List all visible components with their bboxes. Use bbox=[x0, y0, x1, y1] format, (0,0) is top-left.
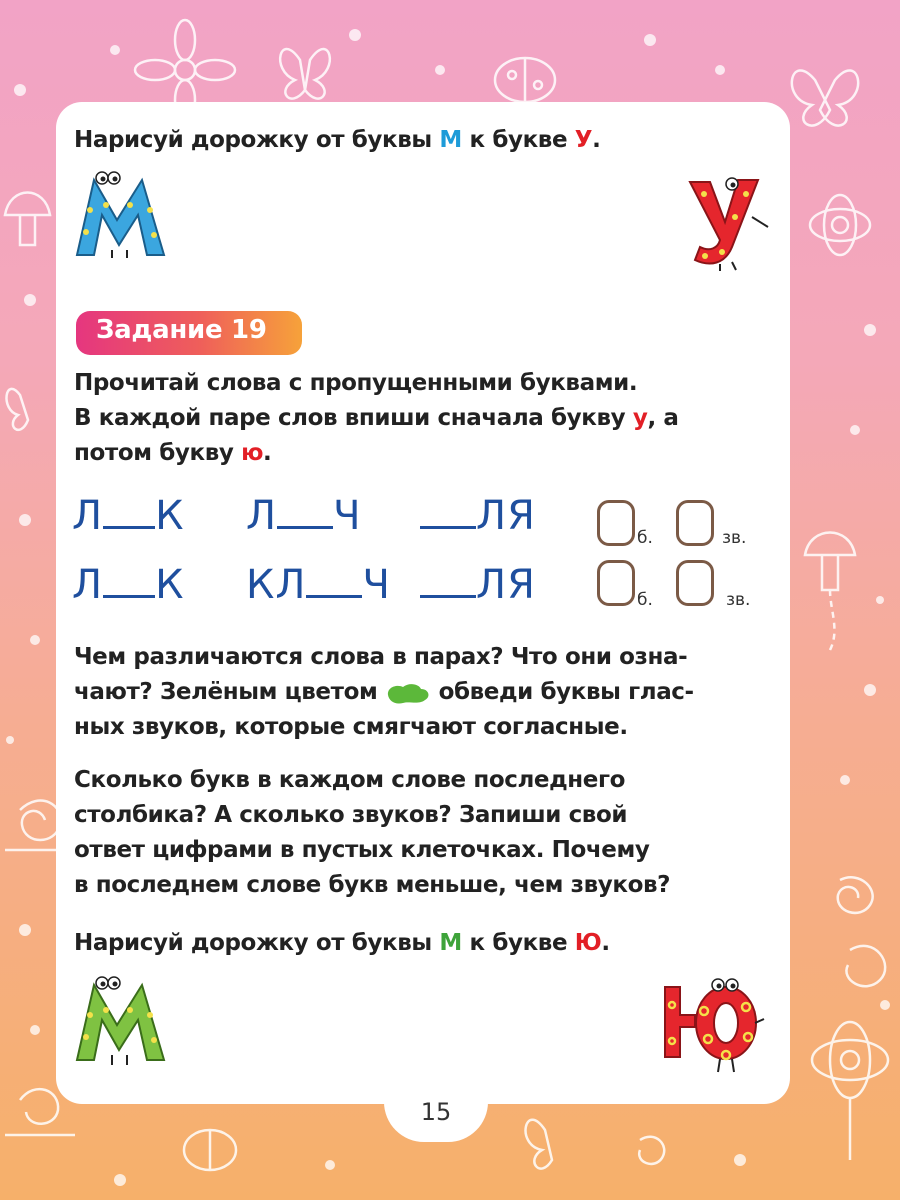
letters-label: б. bbox=[637, 528, 653, 548]
task-number-label: Задание 19 bbox=[96, 315, 267, 345]
top-task-instruction: Нарисуй дорожку от буквы М к букве У. bbox=[74, 127, 601, 153]
word-lya-1: ЛЯ bbox=[420, 493, 536, 539]
sounds-label: зв. bbox=[722, 528, 747, 548]
instruction-line: потом букву ю. bbox=[74, 440, 272, 466]
ladybug-icon bbox=[495, 58, 555, 102]
butterfly-icon bbox=[6, 389, 28, 430]
count-line: столбика? А сколько звуков? Запиши свой bbox=[74, 802, 628, 828]
count-line: ответ цифрами в пустых клеточках. Почему bbox=[74, 837, 650, 863]
sounds-label: зв. bbox=[726, 590, 751, 610]
letter-u-character-icon bbox=[680, 172, 775, 272]
letter-m-character-icon bbox=[72, 170, 192, 260]
question-line: чают? Зелёным цветом обведи буквы глас- bbox=[74, 679, 694, 705]
butterfly-icon bbox=[792, 70, 858, 125]
letter-m-character-icon bbox=[72, 975, 192, 1067]
count-paragraph bbox=[74, 763, 772, 903]
word-lya-2: ЛЯ bbox=[420, 562, 536, 608]
count-line: в последнем слове букв меньше, чем звуков? bbox=[74, 872, 671, 898]
flower-icon bbox=[812, 1022, 888, 1160]
question-line: Чем различаются слова в парах? Что они озна- bbox=[74, 644, 688, 670]
spiral-icon bbox=[838, 877, 885, 986]
mushroom-icon bbox=[5, 193, 50, 246]
task-instruction bbox=[74, 366, 772, 471]
letters-count-box[interactable] bbox=[597, 560, 635, 606]
question-paragraph bbox=[74, 640, 772, 745]
butterfly-icon bbox=[280, 49, 330, 99]
instruction-line: В каждой паре слов впиши сначала букву у, а bbox=[74, 405, 679, 431]
bottom-task-instruction: Нарисуй дорожку от буквы М к букве Ю. bbox=[74, 930, 610, 956]
butterfly-icon bbox=[526, 1120, 552, 1169]
task-number-badge bbox=[76, 311, 302, 355]
ladybug-icon bbox=[184, 1130, 236, 1170]
instruction-line: Прочитай слова с пропущенными буквами. bbox=[74, 370, 638, 396]
word-lk-1: Л К bbox=[72, 493, 185, 539]
letters-count-box[interactable] bbox=[597, 500, 635, 546]
letters-label: б. bbox=[637, 590, 653, 610]
letter-yu-character-icon bbox=[660, 975, 765, 1075]
mushroom-icon bbox=[805, 533, 855, 651]
sounds-count-box[interactable] bbox=[676, 560, 714, 606]
question-line: ных звуков, которые смягчают согласные. bbox=[74, 714, 628, 740]
flower-icon bbox=[810, 195, 870, 255]
count-line: Сколько букв в каждом слове последнего bbox=[74, 767, 625, 793]
word-klch: КЛ Ч bbox=[246, 562, 391, 608]
sounds-count-box[interactable] bbox=[676, 500, 714, 546]
word-lch: Л Ч bbox=[246, 493, 362, 539]
word-lk-2: Л К bbox=[72, 562, 185, 608]
page-number: 15 bbox=[420, 1098, 452, 1126]
green-blot-icon bbox=[385, 681, 431, 705]
spiral-icon bbox=[639, 1137, 664, 1164]
